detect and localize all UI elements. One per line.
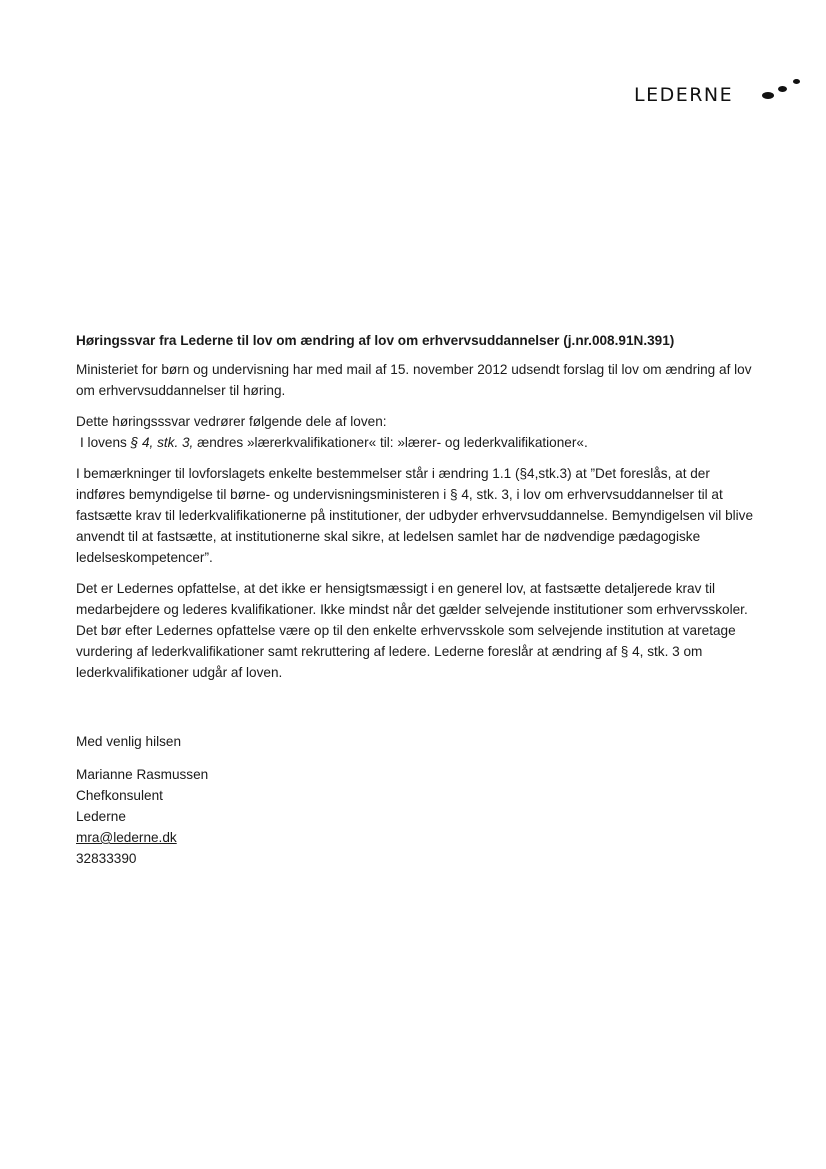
remarks-paragraph: I bemærkninger til lovforslagets enkelte bestemmelser står i ændring 1.1 (§4,stk.3) at ”Det foreslås, at der indføres bemyndigelse til børne- og undervisningsministeren i § 4, stk. 3, i lov om erhvervsuddannelser til at fastsætte krav til lederkvalifikationerne på institutioner, der udbyder erhvervsuddannelse. Bemyndigelsen vil blive anvendt til at fastsætte, at institutionerne skal sikre, at ledelsen samlet har de nødvendige pædagogiske ledelseskompetencer”. [76,466,754,565]
scope-line-2 [76,432,756,453]
lederne-logo [634,76,814,106]
logo-dot-icon [793,79,800,84]
signature-phone: 32833390 [76,851,137,866]
logo-dot-icon [762,92,774,99]
scope-paragraph [76,411,756,453]
scope-prefix: I lovens [80,435,131,450]
signature-email-link[interactable]: mra@lederne.dk [76,830,177,845]
opinion-paragraph: Det er Ledernes opfattelse, at det ikke er hensigtsmæssigt i en generel lov, at fastsætte detaljerede krav til medarbejdere og lederes kvalifikationer. Ikke mindst når det gælder selvejende institutioner som erhvervsskoler. Det bør efter Ledernes opfattelse være op til den enkelte erhvervsskole som selvejende institution at varetage vurdering af lederkvalifikationer samt rekruttering af ledere. Lederne foreslår at ændring af § 4, stk. 3 om lederkvalifikationer udgår af loven. [76,581,748,680]
letter-heading: Høringssvar fra Lederne til lov om ændring af lov om erhvervsuddannelser (j.nr.008.91N.391) [76,333,675,348]
logo-dot-icon [778,86,787,92]
signature-name: Marianne Rasmussen [76,767,209,782]
scope-suffix: ændres »lærerkvalifikationer« til: »lærer- og lederkvalifikationer«. [193,435,588,450]
closing-line: Med venlig hilsen [76,734,182,749]
letter-body [76,330,756,869]
scope-line-1: Dette høringsssvar vedrører følgende dele af loven: [76,414,387,429]
scope-reference: § 4, stk. 3, [130,435,194,450]
signature-title: Chefkonsulent [76,788,163,803]
signature-organization: Lederne [76,809,126,824]
signature-block [76,764,756,869]
intro-paragraph: Ministeriet for børn og undervisning har med mail af 15. november 2012 udsendt forslag til lov om ændring af lov om erhvervsuddannelser til høring. [76,362,752,398]
logo-text: LEDERNE [634,84,734,106]
